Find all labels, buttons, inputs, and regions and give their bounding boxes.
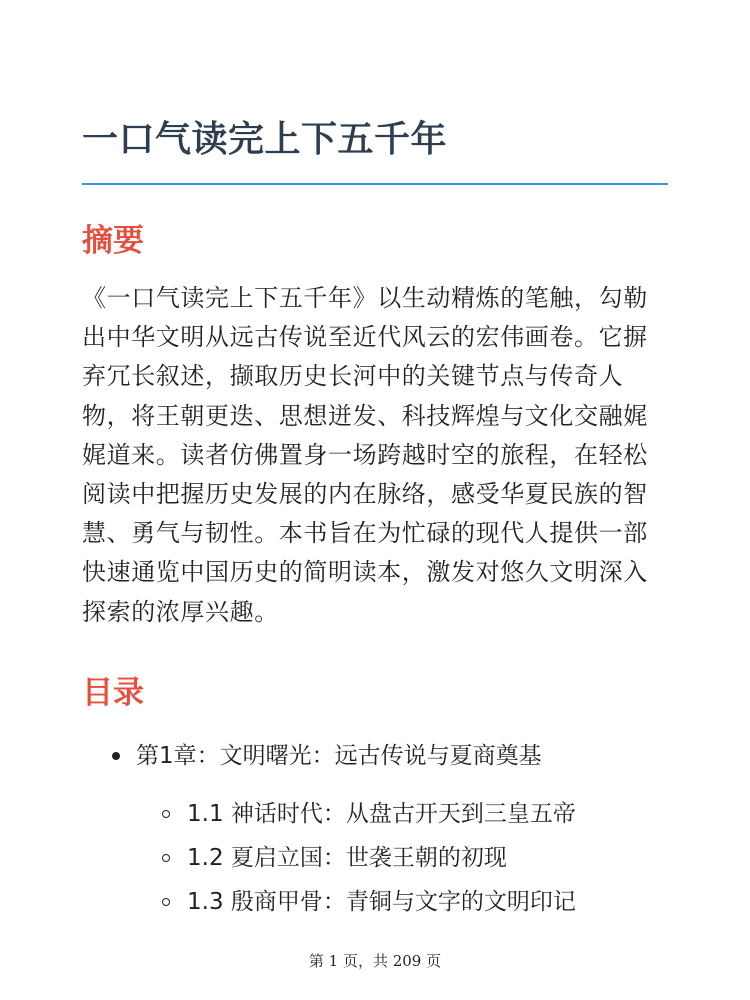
- document-page: [82, 0, 668, 1000]
- bullet-circle-icon: [162, 854, 170, 862]
- toc-chapter-item[interactable]: [112, 738, 542, 774]
- title-divider: [82, 183, 668, 185]
- document-title: 一口气读完上下五千年: [82, 119, 448, 160]
- toc-section-label: 1.2 夏启立国：世袭王朝的初现: [187, 845, 507, 871]
- summary-heading: 摘要: [82, 223, 144, 259]
- toc-chapter-label: 第1章：文明曙光：远古传说与夏商奠基: [136, 743, 542, 769]
- bullet-disc-icon: [112, 752, 120, 760]
- toc-heading: 目录: [82, 675, 144, 711]
- bullet-circle-icon: [162, 898, 170, 906]
- bullet-circle-icon: [162, 810, 170, 818]
- page-footer: 第 1 页，共 209 页: [308, 952, 442, 970]
- summary-paragraph: 《一口气读完上下五千年》以生动精炼的笔触，勾勒出中华文明从远古传说至近代风云的宏伟画卷。它摒弃冗长叙述，撷取历史长河中的关键节点与传奇人物，将王朝更迭、思想迸发、科技辉煌与文化交融娓娓道来。读者仿佛置身一场跨越时空的旅程，在轻松阅读中把握历史发展的内在脉络，感受华夏民族的智慧、勇气与韧性。本书旨在为忙碌的现代人提供一部快速通览中国历史的简明读本，激发对悠久文明深入探索的浓厚兴趣。: [82, 284, 648, 626]
- toc-section-item[interactable]: [162, 884, 576, 920]
- toc-section-label: 1.3 殷商甲骨：青铜与文字的文明印记: [187, 889, 576, 915]
- toc-section-label: 1.1 神话时代：从盘古开天到三皇五帝: [187, 801, 576, 827]
- toc-section-item[interactable]: [162, 796, 576, 832]
- toc-section-item[interactable]: [162, 840, 507, 876]
